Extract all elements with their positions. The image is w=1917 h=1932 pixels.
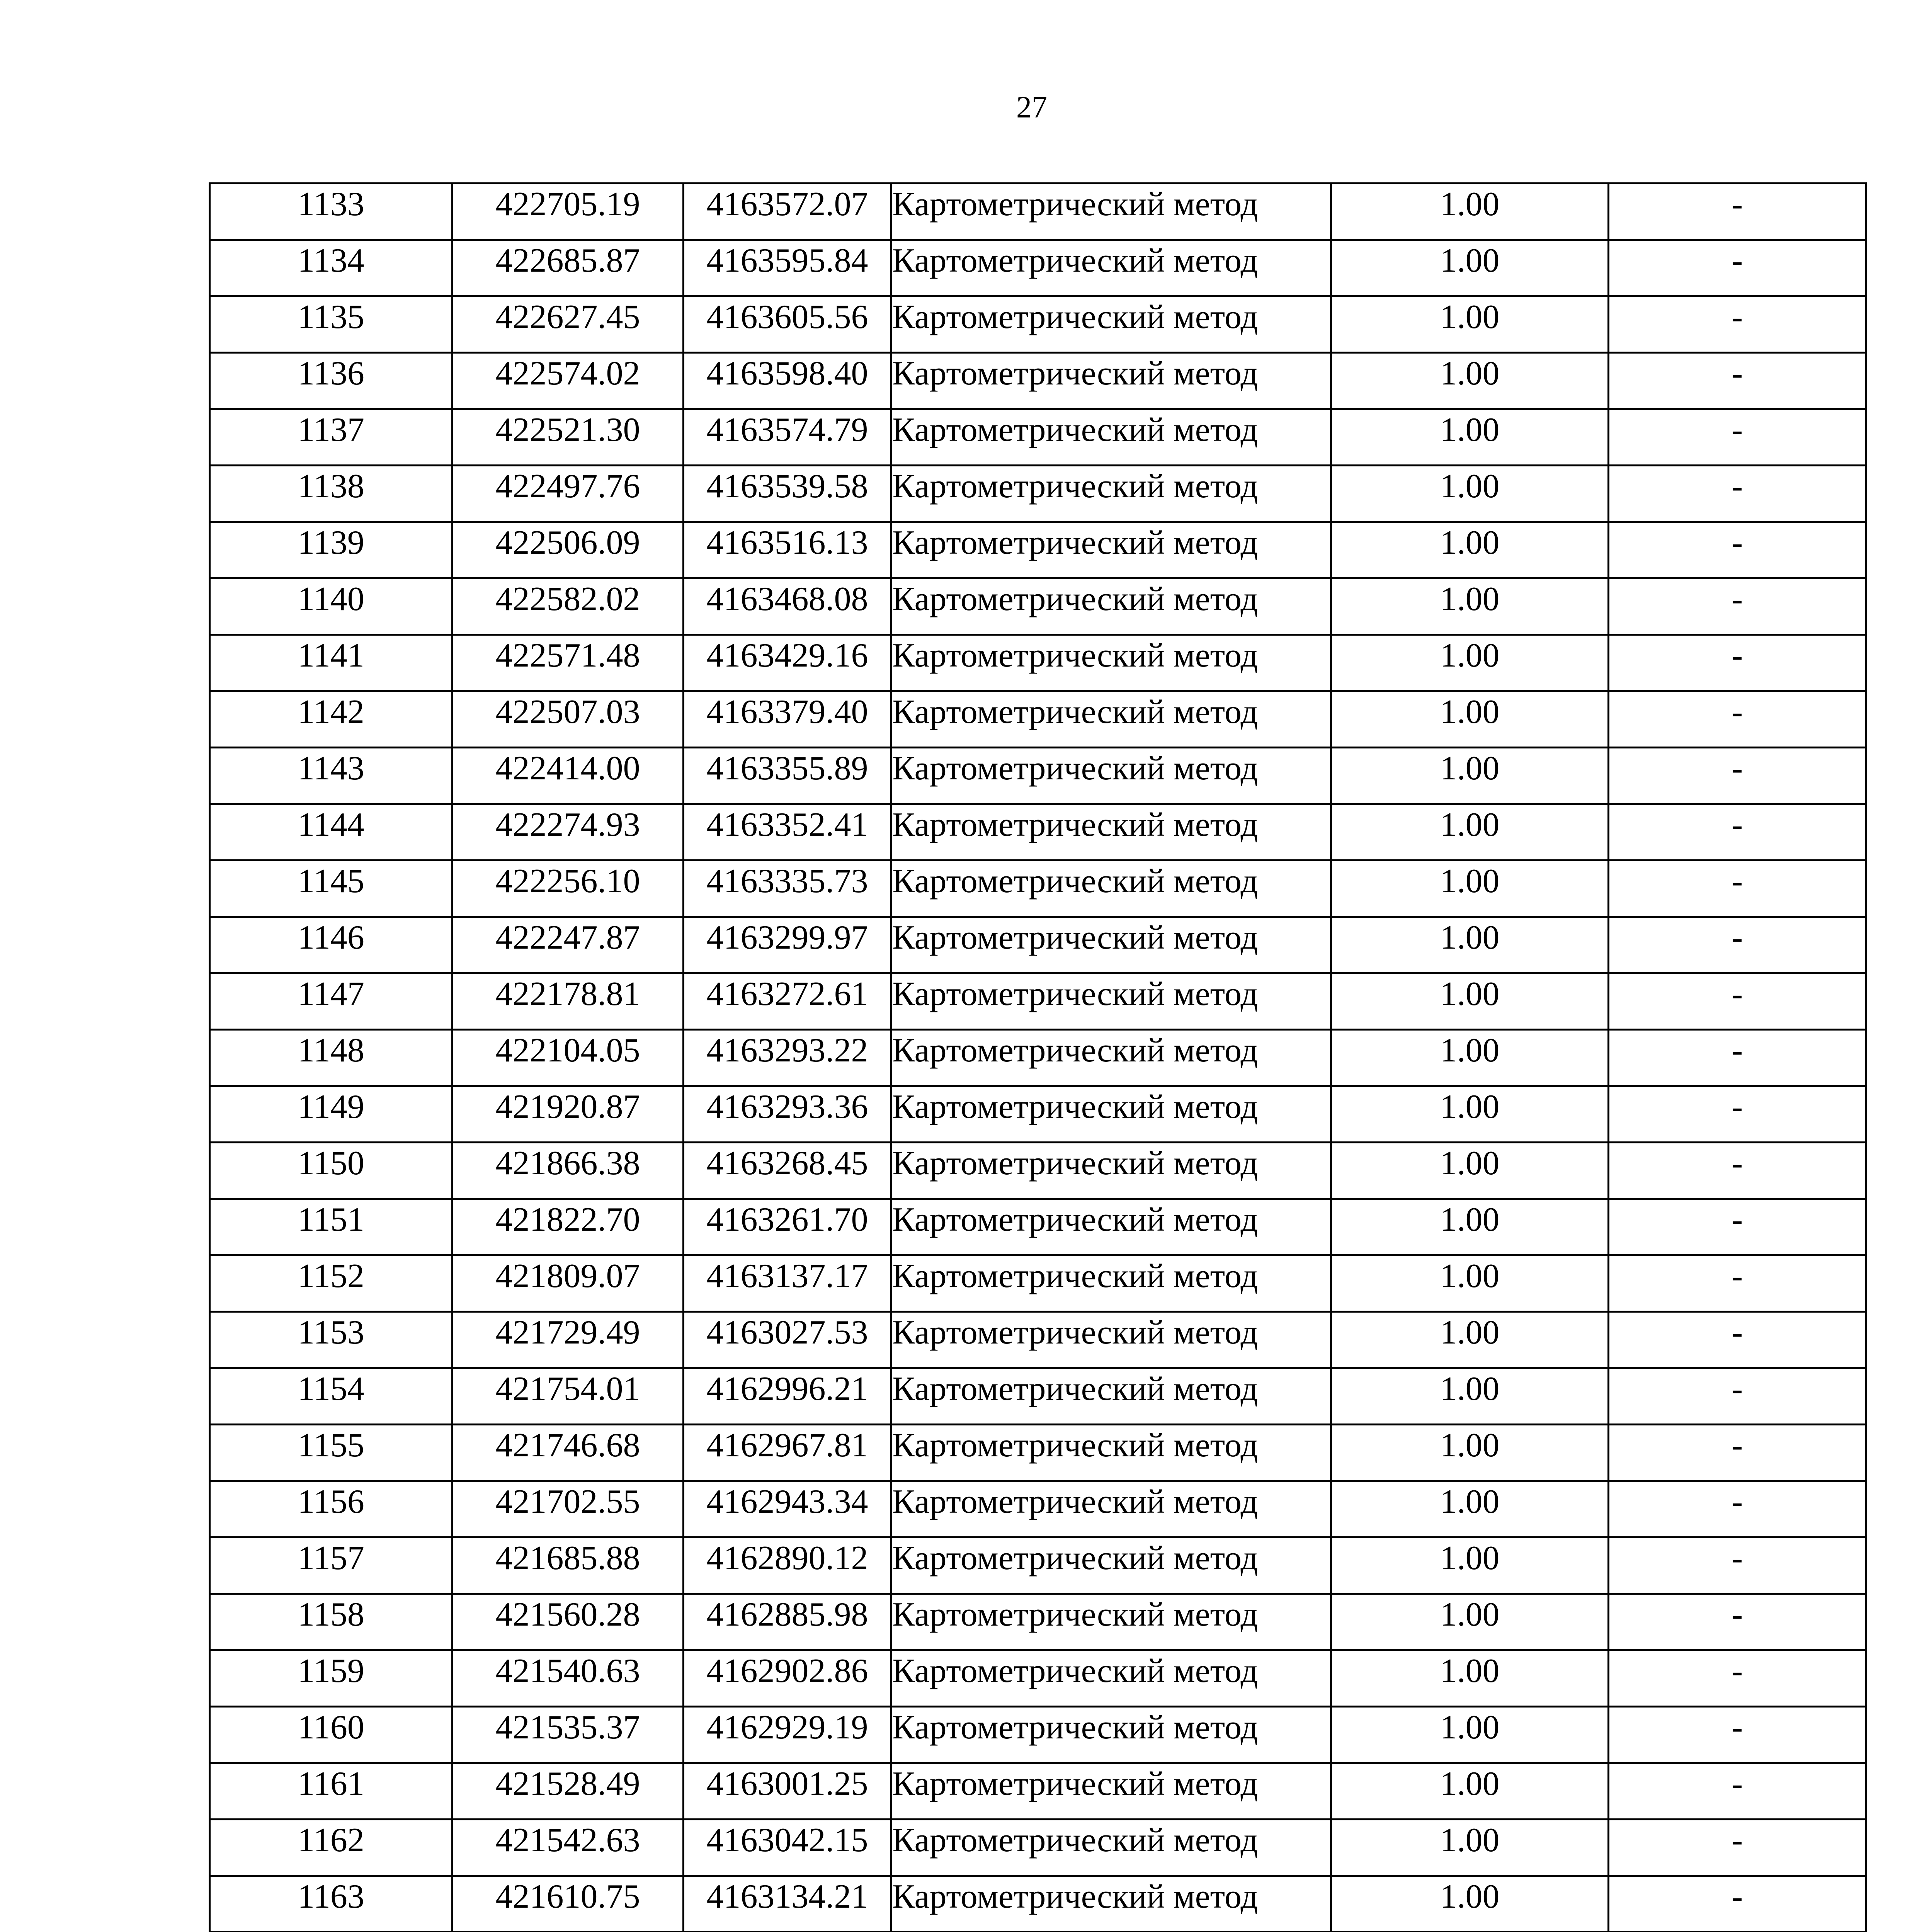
y-coordinate-cell: 4163027.53	[684, 1312, 891, 1368]
x-coordinate-cell: 422685.87	[452, 240, 684, 296]
table-row	[210, 748, 1866, 804]
point-number-cell: 1163	[210, 1876, 452, 1932]
point-number-cell: 1160	[210, 1707, 452, 1763]
method-cell: Картометрический метод	[891, 1199, 1331, 1255]
point-number-cell: 1134	[210, 240, 452, 296]
accuracy-cell: 1.00	[1331, 296, 1609, 353]
x-coordinate-cell: 421535.37	[452, 1707, 684, 1763]
accuracy-cell: 1.00	[1331, 353, 1609, 409]
table-row	[210, 1086, 1866, 1143]
table-row	[210, 353, 1866, 409]
coordinates-table	[209, 182, 1867, 1932]
accuracy-cell: 1.00	[1331, 409, 1609, 466]
description-cell: -	[1609, 240, 1866, 296]
x-coordinate-cell: 422274.93	[452, 804, 684, 861]
x-coordinate-cell: 422104.05	[452, 1030, 684, 1086]
y-coordinate-cell: 4163595.84	[684, 240, 891, 296]
accuracy-cell: 1.00	[1331, 691, 1609, 748]
method-cell: Картометрический метод	[891, 1763, 1331, 1820]
y-coordinate-cell: 4163572.07	[684, 184, 891, 240]
method-cell: Картометрический метод	[891, 1086, 1331, 1143]
x-coordinate-cell: 422582.02	[452, 578, 684, 635]
method-cell: Картометрический метод	[891, 578, 1331, 635]
description-cell: -	[1609, 691, 1866, 748]
description-cell: -	[1609, 1820, 1866, 1876]
y-coordinate-cell: 4163379.40	[684, 691, 891, 748]
method-cell: Картометрический метод	[891, 1481, 1331, 1537]
accuracy-cell: 1.00	[1331, 973, 1609, 1030]
method-cell: Картометрический метод	[891, 1368, 1331, 1425]
description-cell: -	[1609, 1425, 1866, 1481]
x-coordinate-cell: 422506.09	[452, 522, 684, 578]
y-coordinate-cell: 4162890.12	[684, 1537, 891, 1594]
table-row	[210, 1425, 1866, 1481]
y-coordinate-cell: 4163352.41	[684, 804, 891, 861]
y-coordinate-cell: 4162996.21	[684, 1368, 891, 1425]
y-coordinate-cell: 4163598.40	[684, 353, 891, 409]
table-row	[210, 1876, 1866, 1932]
description-cell: -	[1609, 296, 1866, 353]
x-coordinate-cell: 421920.87	[452, 1086, 684, 1143]
table-row	[210, 1312, 1866, 1368]
table-row	[210, 1481, 1866, 1537]
method-cell: Картометрический метод	[891, 1820, 1331, 1876]
x-coordinate-cell: 421822.70	[452, 1199, 684, 1255]
y-coordinate-cell: 4163001.25	[684, 1763, 891, 1820]
description-cell: -	[1609, 1594, 1866, 1650]
y-coordinate-cell: 4163293.36	[684, 1086, 891, 1143]
table-row	[210, 1368, 1866, 1425]
x-coordinate-cell: 421754.01	[452, 1368, 684, 1425]
y-coordinate-cell: 4163516.13	[684, 522, 891, 578]
point-number-cell: 1146	[210, 917, 452, 973]
x-coordinate-cell: 421528.49	[452, 1763, 684, 1820]
x-coordinate-cell: 421809.07	[452, 1255, 684, 1312]
method-cell: Картометрический метод	[891, 1650, 1331, 1707]
y-coordinate-cell: 4162967.81	[684, 1425, 891, 1481]
x-coordinate-cell: 422256.10	[452, 861, 684, 917]
table-row	[210, 1594, 1866, 1650]
point-number-cell: 1139	[210, 522, 452, 578]
accuracy-cell: 1.00	[1331, 184, 1609, 240]
method-cell: Картометрический метод	[891, 691, 1331, 748]
description-cell: -	[1609, 804, 1866, 861]
description-cell: -	[1609, 1876, 1866, 1932]
description-cell: -	[1609, 917, 1866, 973]
accuracy-cell: 1.00	[1331, 1086, 1609, 1143]
table-row	[210, 522, 1866, 578]
table-row	[210, 240, 1866, 296]
table-row	[210, 466, 1866, 522]
accuracy-cell: 1.00	[1331, 578, 1609, 635]
description-cell: -	[1609, 1199, 1866, 1255]
point-number-cell: 1147	[210, 973, 452, 1030]
point-number-cell: 1137	[210, 409, 452, 466]
x-coordinate-cell: 421560.28	[452, 1594, 684, 1650]
point-number-cell: 1133	[210, 184, 452, 240]
y-coordinate-cell: 4163293.22	[684, 1030, 891, 1086]
point-number-cell: 1143	[210, 748, 452, 804]
method-cell: Картометрический метод	[891, 1876, 1331, 1932]
x-coordinate-cell: 421610.75	[452, 1876, 684, 1932]
table-row	[210, 1537, 1866, 1594]
accuracy-cell: 1.00	[1331, 917, 1609, 973]
x-coordinate-cell: 422571.48	[452, 635, 684, 691]
point-number-cell: 1155	[210, 1425, 452, 1481]
method-cell: Картометрический метод	[891, 804, 1331, 861]
method-cell: Картометрический метод	[891, 1255, 1331, 1312]
x-coordinate-cell: 421866.38	[452, 1143, 684, 1199]
point-number-cell: 1138	[210, 466, 452, 522]
table-row	[210, 861, 1866, 917]
x-coordinate-cell: 421540.63	[452, 1650, 684, 1707]
x-coordinate-cell: 422574.02	[452, 353, 684, 409]
table-row	[210, 578, 1866, 635]
y-coordinate-cell: 4163268.45	[684, 1143, 891, 1199]
x-coordinate-cell: 421685.88	[452, 1537, 684, 1594]
y-coordinate-cell: 4163299.97	[684, 917, 891, 973]
accuracy-cell: 1.00	[1331, 804, 1609, 861]
point-number-cell: 1141	[210, 635, 452, 691]
point-number-cell: 1154	[210, 1368, 452, 1425]
y-coordinate-cell: 4162943.34	[684, 1481, 891, 1537]
accuracy-cell: 1.00	[1331, 1481, 1609, 1537]
x-coordinate-cell: 421746.68	[452, 1425, 684, 1481]
accuracy-cell: 1.00	[1331, 1199, 1609, 1255]
description-cell: -	[1609, 635, 1866, 691]
method-cell: Картометрический метод	[891, 1594, 1331, 1650]
table-row	[210, 409, 1866, 466]
x-coordinate-cell: 422521.30	[452, 409, 684, 466]
table-row	[210, 296, 1866, 353]
x-coordinate-cell: 422247.87	[452, 917, 684, 973]
description-cell: -	[1609, 353, 1866, 409]
x-coordinate-cell: 422414.00	[452, 748, 684, 804]
table-row	[210, 635, 1866, 691]
table-row	[210, 1143, 1866, 1199]
x-coordinate-cell: 422627.45	[452, 296, 684, 353]
table-row	[210, 1030, 1866, 1086]
accuracy-cell: 1.00	[1331, 635, 1609, 691]
table-row	[210, 973, 1866, 1030]
point-number-cell: 1161	[210, 1763, 452, 1820]
y-coordinate-cell: 4163042.15	[684, 1820, 891, 1876]
y-coordinate-cell: 4163134.21	[684, 1876, 891, 1932]
description-cell: -	[1609, 861, 1866, 917]
point-number-cell: 1148	[210, 1030, 452, 1086]
table-row	[210, 1255, 1866, 1312]
point-number-cell: 1136	[210, 353, 452, 409]
point-number-cell: 1158	[210, 1594, 452, 1650]
description-cell: -	[1609, 1143, 1866, 1199]
description-cell: -	[1609, 973, 1866, 1030]
x-coordinate-cell: 422497.76	[452, 466, 684, 522]
table-row	[210, 1820, 1866, 1876]
x-coordinate-cell: 421729.49	[452, 1312, 684, 1368]
x-coordinate-cell: 422507.03	[452, 691, 684, 748]
accuracy-cell: 1.00	[1331, 1143, 1609, 1199]
method-cell: Картометрический метод	[891, 861, 1331, 917]
accuracy-cell: 1.00	[1331, 240, 1609, 296]
method-cell: Картометрический метод	[891, 1143, 1331, 1199]
method-cell: Картометрический метод	[891, 748, 1331, 804]
coordinates-table-body	[210, 184, 1866, 1932]
description-cell: -	[1609, 1537, 1866, 1594]
accuracy-cell: 1.00	[1331, 1425, 1609, 1481]
method-cell: Картометрический метод	[891, 1030, 1331, 1086]
point-number-cell: 1152	[210, 1255, 452, 1312]
accuracy-cell: 1.00	[1331, 1876, 1609, 1932]
description-cell: -	[1609, 1312, 1866, 1368]
method-cell: Картометрический метод	[891, 917, 1331, 973]
accuracy-cell: 1.00	[1331, 1763, 1609, 1820]
y-coordinate-cell: 4162885.98	[684, 1594, 891, 1650]
point-number-cell: 1150	[210, 1143, 452, 1199]
point-number-cell: 1135	[210, 296, 452, 353]
point-number-cell: 1156	[210, 1481, 452, 1537]
description-cell: -	[1609, 184, 1866, 240]
description-cell: -	[1609, 522, 1866, 578]
accuracy-cell: 1.00	[1331, 1030, 1609, 1086]
y-coordinate-cell: 4163429.16	[684, 635, 891, 691]
accuracy-cell: 1.00	[1331, 1820, 1609, 1876]
method-cell: Картометрический метод	[891, 973, 1331, 1030]
x-coordinate-cell: 422178.81	[452, 973, 684, 1030]
point-number-cell: 1145	[210, 861, 452, 917]
accuracy-cell: 1.00	[1331, 1537, 1609, 1594]
accuracy-cell: 1.00	[1331, 1312, 1609, 1368]
table-row	[210, 1763, 1866, 1820]
y-coordinate-cell: 4163539.58	[684, 466, 891, 522]
method-cell: Картометрический метод	[891, 353, 1331, 409]
accuracy-cell: 1.00	[1331, 466, 1609, 522]
y-coordinate-cell: 4163137.17	[684, 1255, 891, 1312]
description-cell: -	[1609, 1481, 1866, 1537]
x-coordinate-cell: 421542.63	[452, 1820, 684, 1876]
description-cell: -	[1609, 466, 1866, 522]
y-coordinate-cell: 4163355.89	[684, 748, 891, 804]
method-cell: Картометрический метод	[891, 466, 1331, 522]
accuracy-cell: 1.00	[1331, 1594, 1609, 1650]
table-row	[210, 184, 1866, 240]
table-row	[210, 691, 1866, 748]
method-cell: Картометрический метод	[891, 1425, 1331, 1481]
accuracy-cell: 1.00	[1331, 861, 1609, 917]
point-number-cell: 1162	[210, 1820, 452, 1876]
description-cell: -	[1609, 409, 1866, 466]
x-coordinate-cell: 422705.19	[452, 184, 684, 240]
accuracy-cell: 1.00	[1331, 1707, 1609, 1763]
accuracy-cell: 1.00	[1331, 748, 1609, 804]
point-number-cell: 1151	[210, 1199, 452, 1255]
y-coordinate-cell: 4163605.56	[684, 296, 891, 353]
method-cell: Картометрический метод	[891, 522, 1331, 578]
description-cell: -	[1609, 1030, 1866, 1086]
method-cell: Картометрический метод	[891, 635, 1331, 691]
description-cell: -	[1609, 1707, 1866, 1763]
accuracy-cell: 1.00	[1331, 1255, 1609, 1312]
description-cell: -	[1609, 748, 1866, 804]
method-cell: Картометрический метод	[891, 240, 1331, 296]
y-coordinate-cell: 4163335.73	[684, 861, 891, 917]
method-cell: Картометрический метод	[891, 1312, 1331, 1368]
method-cell: Картометрический метод	[891, 1537, 1331, 1594]
page-number: 27	[1016, 90, 1047, 124]
point-number-cell: 1153	[210, 1312, 452, 1368]
point-number-cell: 1157	[210, 1537, 452, 1594]
table-row	[210, 1650, 1866, 1707]
method-cell: Картометрический метод	[891, 1707, 1331, 1763]
description-cell: -	[1609, 1763, 1866, 1820]
y-coordinate-cell: 4163574.79	[684, 409, 891, 466]
accuracy-cell: 1.00	[1331, 1368, 1609, 1425]
y-coordinate-cell: 4162902.86	[684, 1650, 891, 1707]
description-cell: -	[1609, 1650, 1866, 1707]
description-cell: -	[1609, 578, 1866, 635]
x-coordinate-cell: 421702.55	[452, 1481, 684, 1537]
y-coordinate-cell: 4162929.19	[684, 1707, 891, 1763]
point-number-cell: 1142	[210, 691, 452, 748]
y-coordinate-cell: 4163468.08	[684, 578, 891, 635]
table-row	[210, 1199, 1866, 1255]
description-cell: -	[1609, 1368, 1866, 1425]
description-cell: -	[1609, 1255, 1866, 1312]
accuracy-cell: 1.00	[1331, 1650, 1609, 1707]
accuracy-cell: 1.00	[1331, 522, 1609, 578]
point-number-cell: 1144	[210, 804, 452, 861]
y-coordinate-cell: 4163272.61	[684, 973, 891, 1030]
point-number-cell: 1149	[210, 1086, 452, 1143]
method-cell: Картометрический метод	[891, 296, 1331, 353]
point-number-cell: 1159	[210, 1650, 452, 1707]
table-row	[210, 917, 1866, 973]
table-row	[210, 1707, 1866, 1763]
point-number-cell: 1140	[210, 578, 452, 635]
table-row	[210, 804, 1866, 861]
method-cell: Картометрический метод	[891, 184, 1331, 240]
y-coordinate-cell: 4163261.70	[684, 1199, 891, 1255]
description-cell: -	[1609, 1086, 1866, 1143]
method-cell: Картометрический метод	[891, 409, 1331, 466]
